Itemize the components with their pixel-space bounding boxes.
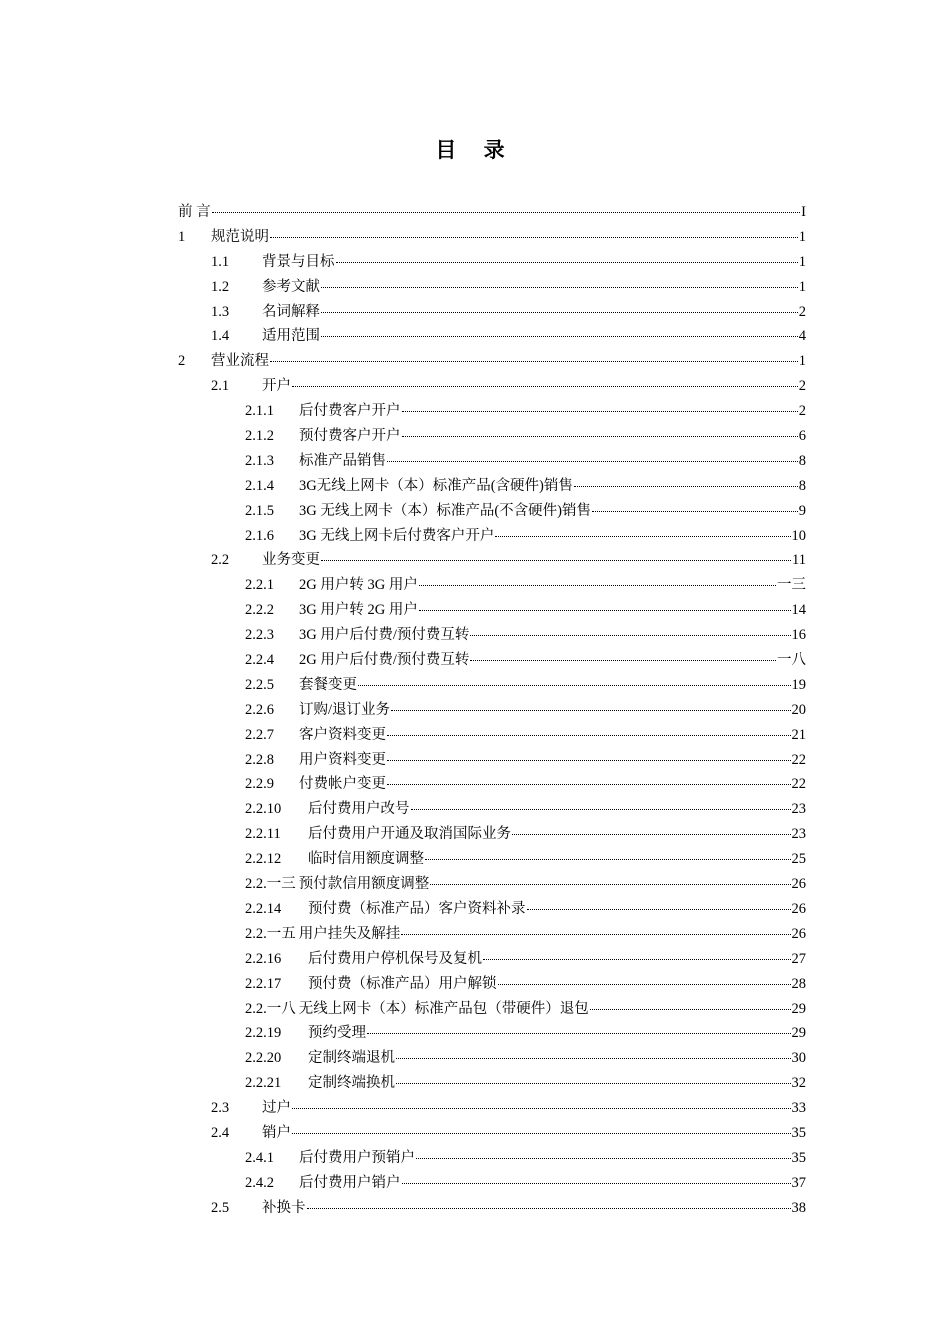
toc-entry-number: 2.4.1	[245, 1149, 274, 1166]
toc-entry-number: 2.2.16	[245, 950, 282, 967]
dot-leader	[336, 261, 798, 263]
dot-leader	[590, 1008, 791, 1010]
toc-entry[interactable]	[178, 847, 806, 872]
toc-entry-title: 预付费（标准产品）客户资料补录	[308, 900, 526, 917]
toc-entry[interactable]	[178, 275, 806, 300]
dot-leader	[430, 883, 790, 885]
dot-leader	[402, 410, 798, 412]
toc-entry-page-number: 21	[791, 726, 806, 743]
dot-leader	[470, 634, 790, 636]
toc-entry-number: 2.2	[211, 552, 230, 569]
dot-leader	[512, 833, 791, 835]
toc-entry-number: 2.2.7	[245, 726, 274, 743]
dot-leader	[411, 808, 791, 810]
toc-entry-page-number: 8	[798, 452, 806, 469]
toc-entry-page-number: 2	[798, 378, 806, 395]
toc-entry-title: 预约受理	[308, 1025, 366, 1042]
toc-entry-number: 1.3	[211, 303, 230, 320]
toc-entry-number: 2.1	[211, 378, 230, 395]
toc-entry[interactable]	[178, 548, 806, 573]
toc-entry-page-number: 22	[791, 751, 806, 768]
toc-entry-page-number: 38	[791, 1199, 806, 1216]
toc-entry-title: 开户	[262, 378, 291, 395]
toc-entry-title: 3G 无线上网卡后付费客户开户	[299, 527, 495, 544]
toc-entry[interactable]	[178, 474, 806, 499]
dot-leader	[387, 734, 791, 736]
toc-entry-number: 2.2.4	[245, 652, 274, 669]
toc-entry[interactable]	[178, 972, 806, 997]
toc-entry-title: 后付费用户预销户	[299, 1149, 415, 1166]
toc-entry-page-number: 1	[798, 278, 806, 295]
toc-entry[interactable]	[178, 648, 806, 673]
toc-entry[interactable]	[178, 1121, 806, 1146]
toc-entry-title: 后付费用户停机保号及复机	[308, 950, 482, 967]
toc-entry[interactable]	[178, 573, 806, 598]
toc-entry-number: 2.2.19	[245, 1025, 282, 1042]
toc-entry-page-number: 37	[791, 1174, 806, 1191]
toc-entry-page-number: 4	[798, 328, 806, 345]
dot-leader	[402, 435, 798, 437]
toc-entry-title: 付费帐户变更	[299, 776, 386, 793]
toc-entry[interactable]	[178, 1096, 806, 1121]
toc-entry-number: 2.2.20	[245, 1050, 282, 1067]
toc-entry-number: 2.2.一八	[245, 1000, 296, 1017]
toc-entry-title: 过户	[262, 1100, 291, 1117]
toc-entry-page-number: 一八	[777, 652, 806, 669]
dot-leader	[321, 311, 798, 313]
toc-entry-page-number: 25	[791, 851, 806, 868]
toc-entry[interactable]	[178, 250, 806, 275]
toc-entry-number: 2.1.5	[245, 502, 274, 519]
toc-entry-title: 规范说明	[211, 228, 269, 245]
toc-entry-title: 适用范围	[262, 328, 320, 345]
toc-entry-number: 2.1.6	[245, 527, 274, 544]
toc-entry[interactable]	[178, 997, 806, 1022]
toc-entry[interactable]	[178, 772, 806, 797]
toc-entry-number: 2.4	[211, 1124, 230, 1141]
toc-entry-number: 2.1.1	[245, 403, 274, 420]
toc-entry-number: 1.1	[211, 253, 230, 270]
toc-entry[interactable]	[178, 200, 806, 225]
toc-entry[interactable]	[178, 748, 806, 773]
toc-entry[interactable]	[178, 399, 806, 424]
dot-leader	[387, 759, 791, 761]
toc-entry[interactable]	[178, 524, 806, 549]
toc-entry-page-number: 29	[791, 1025, 806, 1042]
toc-entry-title: 定制终端退机	[308, 1050, 395, 1067]
toc-entry-page-number: 10	[791, 527, 806, 544]
toc-entry[interactable]	[178, 349, 806, 374]
dot-leader	[592, 510, 798, 512]
toc-entry-page-number: 1	[798, 228, 806, 245]
dot-leader	[574, 485, 798, 487]
toc-entry-number: 2.1.3	[245, 452, 274, 469]
toc-entry[interactable]	[178, 1071, 806, 1096]
toc-entry-number: 2.1.4	[245, 477, 274, 494]
toc-entry-number: 2.4.2	[245, 1174, 274, 1191]
toc-entry-page-number: 27	[791, 950, 806, 967]
toc-entry-title: 3G 用户后付费/预付费互转	[299, 627, 470, 644]
toc-entry-title: 预付费（标准产品）用户解锁	[308, 975, 497, 992]
toc-entry-title: 2G 用户转 3G 用户	[299, 577, 418, 594]
toc-entry[interactable]	[178, 897, 806, 922]
toc-entry-page-number: I	[801, 204, 806, 220]
dot-leader	[292, 1107, 791, 1109]
toc-entry[interactable]	[178, 300, 806, 325]
toc-entry[interactable]	[178, 872, 806, 897]
toc-entry[interactable]	[178, 822, 806, 847]
dot-leader	[321, 335, 798, 337]
toc-entry-title: 后付费用户改号	[308, 801, 410, 818]
toc-entry-number: 2.2.21	[245, 1075, 282, 1092]
toc-entry-page-number: 20	[791, 701, 806, 718]
toc-entry-number: 1	[178, 228, 186, 245]
toc-entry[interactable]	[178, 673, 806, 698]
toc-entry-page-number: 28	[791, 975, 806, 992]
dot-leader	[483, 958, 791, 960]
dot-leader	[367, 1032, 791, 1034]
dot-leader	[498, 983, 791, 985]
toc-entry-number: 2.2.10	[245, 801, 282, 818]
toc-entry-page-number: 9	[798, 502, 806, 519]
toc-entry[interactable]	[178, 947, 806, 972]
toc-entry-title: 前 言	[178, 204, 211, 220]
toc-entry-page-number: 35	[791, 1149, 806, 1166]
toc-entry-page-number: 8	[798, 477, 806, 494]
toc-entry-page-number: 30	[791, 1050, 806, 1067]
toc-entry-page-number: 6	[798, 428, 806, 445]
toc-entry-title: 用户资料变更	[299, 751, 386, 768]
toc-entry-page-number: 2	[798, 303, 806, 320]
toc-entry-page-number: 23	[791, 801, 806, 818]
dot-leader	[270, 236, 798, 238]
toc-entry-page-number: 19	[791, 676, 806, 693]
toc-entry-title: 业务变更	[262, 552, 320, 569]
toc-entry-number: 2.2.8	[245, 751, 274, 768]
toc-entry-number: 2.2.2	[245, 602, 274, 619]
toc-entry-page-number: 16	[791, 627, 806, 644]
toc-entry-title: 订购/退订业务	[299, 701, 391, 718]
dot-leader	[270, 360, 798, 362]
toc-entry[interactable]	[178, 225, 806, 250]
toc-entry-title: 2G 用户后付费/预付费互转	[299, 652, 470, 669]
dot-leader	[307, 1207, 791, 1209]
toc-entry-title: 后付费用户开通及取消国际业务	[308, 826, 511, 843]
toc-entry-title: 后付费用户销户	[299, 1174, 401, 1191]
toc-entry-page-number: 2	[798, 403, 806, 420]
page-title: 目 录	[435, 138, 515, 162]
toc-entry-title: 3G无线上网卡（本）标准产品(含硬件)销售	[299, 477, 573, 494]
dot-leader	[495, 535, 790, 537]
toc-entry-title: 预付款信用额度调整	[298, 876, 430, 893]
toc-entry-title: 名词解释	[262, 303, 320, 320]
toc-entry-number: 2.5	[211, 1199, 230, 1216]
dot-leader	[391, 709, 790, 711]
toc-entry[interactable]	[178, 698, 806, 723]
toc-entry-number: 2.2.14	[245, 900, 282, 917]
toc-entry-page-number: 23	[791, 826, 806, 843]
dot-leader	[402, 1182, 791, 1184]
toc-entry-page-number: 1	[798, 253, 806, 270]
dot-leader	[387, 783, 791, 785]
toc-entry-title: 3G 用户转 2G 用户	[299, 602, 418, 619]
dot-leader	[425, 858, 791, 860]
toc-entry-number: 2.2.5	[245, 676, 274, 693]
toc-entry-number: 2.2.一三	[245, 876, 296, 893]
toc-entry-page-number: 26	[791, 876, 806, 893]
toc-entry-number: 2.1.2	[245, 428, 274, 445]
toc-entry-number: 1.2	[211, 278, 230, 295]
toc-entry[interactable]	[178, 1171, 806, 1196]
toc-entry-number: 2.2.17	[245, 975, 282, 992]
toc-entry-title: 营业流程	[211, 353, 269, 370]
toc-entry[interactable]	[178, 922, 806, 947]
toc-entry[interactable]	[178, 424, 806, 449]
toc-entry[interactable]	[178, 324, 806, 349]
toc-entry-page-number: 35	[791, 1124, 806, 1141]
toc-entry[interactable]	[178, 623, 806, 648]
toc-entry-page-number: 32	[791, 1075, 806, 1092]
toc-entry[interactable]	[178, 449, 806, 474]
dot-leader	[527, 908, 791, 910]
toc-entry[interactable]	[178, 1146, 806, 1171]
toc-entry[interactable]	[178, 797, 806, 822]
toc-entry-title: 客户资料变更	[299, 726, 386, 743]
dot-leader	[396, 1082, 791, 1084]
dot-leader	[321, 286, 798, 288]
dot-leader	[212, 211, 801, 213]
toc-entry-title: 3G 无线上网卡（本）标准产品(不含硬件)销售	[299, 502, 592, 519]
toc-entry-page-number: 一三	[777, 577, 806, 594]
table-of-contents	[178, 200, 806, 1221]
toc-entry-page-number: 29	[791, 1000, 806, 1017]
toc-entry-page-number: 1	[798, 353, 806, 370]
toc-entry[interactable]	[178, 723, 806, 748]
toc-entry-number: 2.2.一五	[245, 925, 296, 942]
toc-entry[interactable]	[178, 374, 806, 399]
toc-entry[interactable]	[178, 1046, 806, 1071]
toc-entry[interactable]	[178, 1196, 806, 1221]
toc-entry-page-number: 26	[791, 925, 806, 942]
toc-entry-number: 2.2.1	[245, 577, 274, 594]
toc-entry-number: 2.2.9	[245, 776, 274, 793]
toc-entry-title: 销户	[262, 1124, 291, 1141]
toc-entry-number: 2.2.6	[245, 701, 274, 718]
toc-entry-page-number: 11	[792, 552, 806, 569]
dot-leader	[470, 659, 776, 661]
toc-entry-number: 1.4	[211, 328, 230, 345]
toc-entry[interactable]	[178, 598, 806, 623]
toc-entry-title: 临时信用额度调整	[308, 851, 424, 868]
toc-entry-title: 背景与目标	[262, 253, 335, 270]
toc-entry-title: 补换卡	[262, 1199, 306, 1216]
dot-leader	[401, 933, 790, 935]
toc-entry-title: 套餐变更	[299, 676, 357, 693]
toc-entry-title: 后付费客户开户	[299, 403, 401, 420]
toc-entry-page-number: 26	[791, 900, 806, 917]
toc-entry-page-number: 22	[791, 776, 806, 793]
toc-entry[interactable]	[178, 499, 806, 524]
toc-entry-title: 预付费客户开户	[299, 428, 401, 445]
dot-leader	[419, 584, 776, 586]
toc-entry-title: 参考文献	[262, 278, 320, 295]
toc-entry-number: 2.2.12	[245, 851, 282, 868]
toc-entry-page-number: 14	[791, 602, 806, 619]
toc-entry-title: 用户挂失及解挂	[298, 925, 401, 942]
dot-leader	[396, 1057, 791, 1059]
dot-leader	[419, 609, 791, 611]
toc-entry-title: 无线上网卡（本）标准产品包（带硬件）退包	[298, 1000, 589, 1017]
toc-entry-number: 2.2.3	[245, 627, 274, 644]
toc-entry-number: 2.2.11	[245, 826, 281, 843]
toc-entry-title: 定制终端换机	[308, 1075, 395, 1092]
toc-entry[interactable]	[178, 1021, 806, 1046]
toc-entry-number: 2.3	[211, 1100, 230, 1117]
dot-leader	[358, 684, 791, 686]
toc-entry-page-number: 33	[791, 1100, 806, 1117]
toc-entry-number: 2	[178, 353, 186, 370]
toc-entry-title: 标准产品销售	[299, 452, 386, 469]
dot-leader	[387, 460, 798, 462]
dot-leader	[416, 1157, 791, 1159]
dot-leader	[321, 559, 791, 561]
dot-leader	[292, 1132, 791, 1134]
dot-leader	[292, 385, 798, 387]
